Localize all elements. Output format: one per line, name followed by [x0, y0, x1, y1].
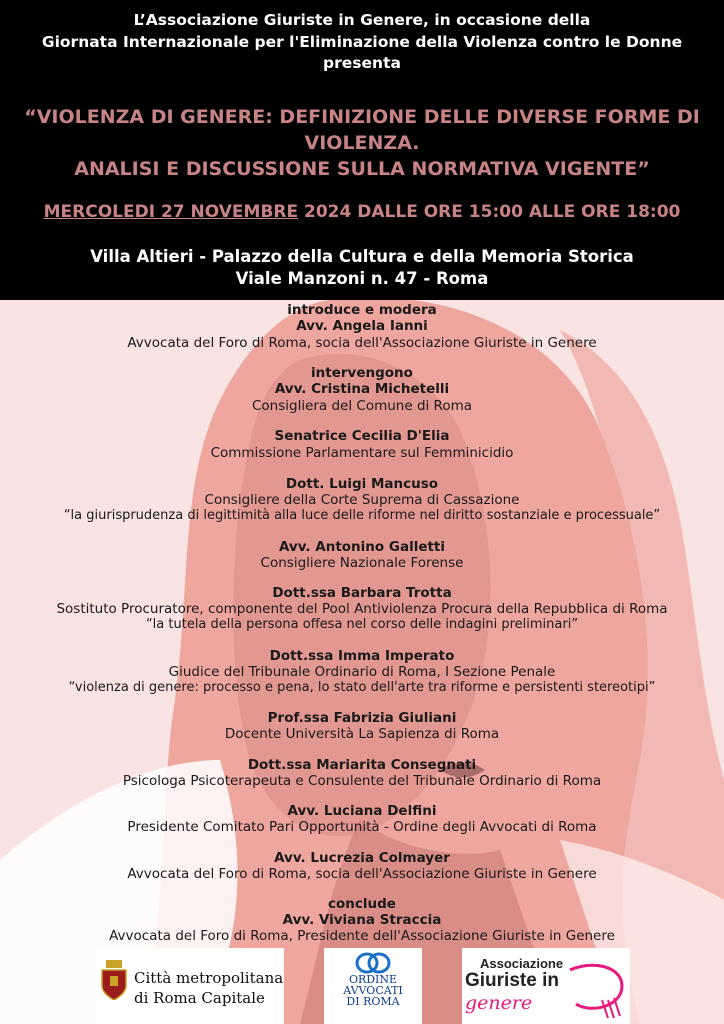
- speaker-name: Senatrice Cecilia D'Elia: [274, 428, 450, 444]
- speaker-topic: “violenza di genere: processo e pena, lo stato dell'arte tra riforme e persistenti stereotipi”: [68, 680, 656, 695]
- citta-metropolitana-logo: [96, 948, 284, 1024]
- oa-line-3: DI ROMA: [346, 995, 400, 1008]
- speakers-label: intervengono: [311, 365, 413, 381]
- scarf-swirl-icon: [562, 956, 628, 1020]
- speaker-role: Commissione Parlamentare sul Femminicidio: [210, 445, 514, 461]
- oa-line-2: AVVOCATI: [343, 984, 403, 997]
- speaker-role: Consigliere Nazionale Forense: [260, 555, 464, 571]
- event-date: [0, 202, 724, 222]
- agg-word-2: genere: [465, 992, 533, 1014]
- speaker-role: Avvocata del Foro di Roma, socia dell'Associazione Giuriste in Genere: [127, 866, 597, 882]
- venue-line-1: Villa Altieri - Palazzo della Cultura e della Memoria Storica: [90, 247, 634, 266]
- header-block: [0, 0, 724, 300]
- speaker-role: Psicologa Psicoterapeuta e Consulente del Tribunale Ordinario di Roma: [122, 773, 602, 789]
- agg-line-1: Associazione: [480, 956, 564, 971]
- speaker-name: Dott.ssa Imma Imperato: [269, 648, 455, 664]
- intro-label: introduce e modera: [287, 302, 437, 318]
- date-day: MERCOLEDI 27 NOVEMBRE: [43, 202, 299, 222]
- speaker-name: Dott. Luigi Mancuso: [285, 476, 439, 492]
- speaker-topic: “la giurisprudenza di legittimità alla luce delle riforme nel diritto sostanziale e processuale”: [63, 508, 661, 523]
- citta-metropolitana-text: [134, 968, 283, 1008]
- ordine-avvocati-text: [324, 974, 422, 1007]
- title-line-3: ANALISI E DISCUSSIONE SULLA NORMATIVA VIGENTE”: [74, 158, 650, 180]
- giuriste-in-genere-logo: [462, 948, 630, 1024]
- conclude-label: conclude: [328, 896, 396, 912]
- title-line-1: “VIOLENZA DI GENERE: DEFINIZIONE DELLE DIVERSE FORME DI: [24, 106, 700, 128]
- moderator-role: Avvocata del Foro di Roma, socia dell'Associazione Giuriste in Genere: [127, 335, 597, 351]
- agg-word-1: Giuriste in: [465, 970, 559, 991]
- intro-line-1: L’Associazione Giuriste in Genere, in occasione della: [133, 11, 591, 29]
- coat-of-arms-icon: [100, 960, 128, 1000]
- speaker-name: Dott.ssa Barbara Trotta: [272, 585, 452, 601]
- oa-line-1: ORDINE: [348, 973, 398, 986]
- speaker-role: Docente Università La Sapienza di Roma: [224, 726, 500, 742]
- intro-line-3: presenta: [323, 54, 401, 72]
- speaker-name: Avv. Luciana Delfini: [287, 803, 437, 819]
- speaker-role: Giudice del Tribunale Ordinario di Roma, I Sezione Penale: [168, 664, 556, 680]
- speaker-name: Avv. Cristina Michetelli: [274, 381, 450, 397]
- event-title: [0, 104, 724, 182]
- speaker-name: Prof.ssa Fabrizia Giuliani: [267, 710, 457, 726]
- title-line-2: VIOLENZA.: [304, 132, 420, 154]
- speaker-name: Dott.ssa Mariarita Consegnati: [247, 757, 477, 773]
- speaker-role: Consigliere della Corte Suprema di Cassazione: [204, 492, 520, 508]
- logos-strip: [0, 948, 724, 1024]
- ordine-emblem-icon: [355, 952, 391, 974]
- speaker-role: Consigliera del Comune di Roma: [251, 398, 473, 414]
- conclude-name: Avv. Viviana Straccia: [282, 912, 442, 928]
- speaker-name: Avv. Antonino Galletti: [278, 539, 446, 555]
- cmr-line-2: di Roma Capitale: [134, 989, 265, 1007]
- speaker-topic: “la tutela della persona offesa nel corso delle indagini preliminari”: [145, 617, 579, 632]
- cmr-line-1: Città metropolitana: [134, 969, 284, 987]
- speaker-role: Sostituto Procuratore, componente del Pool Antiviolenza Procura della Repubblica di Roma: [56, 601, 668, 617]
- date-time: 2024 DALLE ORE 15:00 ALLE ORE 18:00: [298, 202, 681, 222]
- moderator-name: Avv. Angela Ianni: [296, 318, 428, 334]
- speaker-role: Presidente Comitato Pari Opportunità - Ordine degli Avvocati di Roma: [127, 819, 597, 835]
- ordine-avvocati-logo: [324, 948, 422, 1024]
- conclude-role: Avvocata del Foro di Roma, Presidente dell'Associazione Giuriste in Genere: [109, 928, 615, 944]
- intro-line-2: Giornata Internazionale per l'Eliminazione della Violenza contro le Donne: [41, 33, 683, 51]
- venue-line-2: Viale Manzoni n. 47 - Roma: [235, 269, 489, 288]
- speaker-name: Avv. Lucrezia Colmayer: [274, 850, 450, 866]
